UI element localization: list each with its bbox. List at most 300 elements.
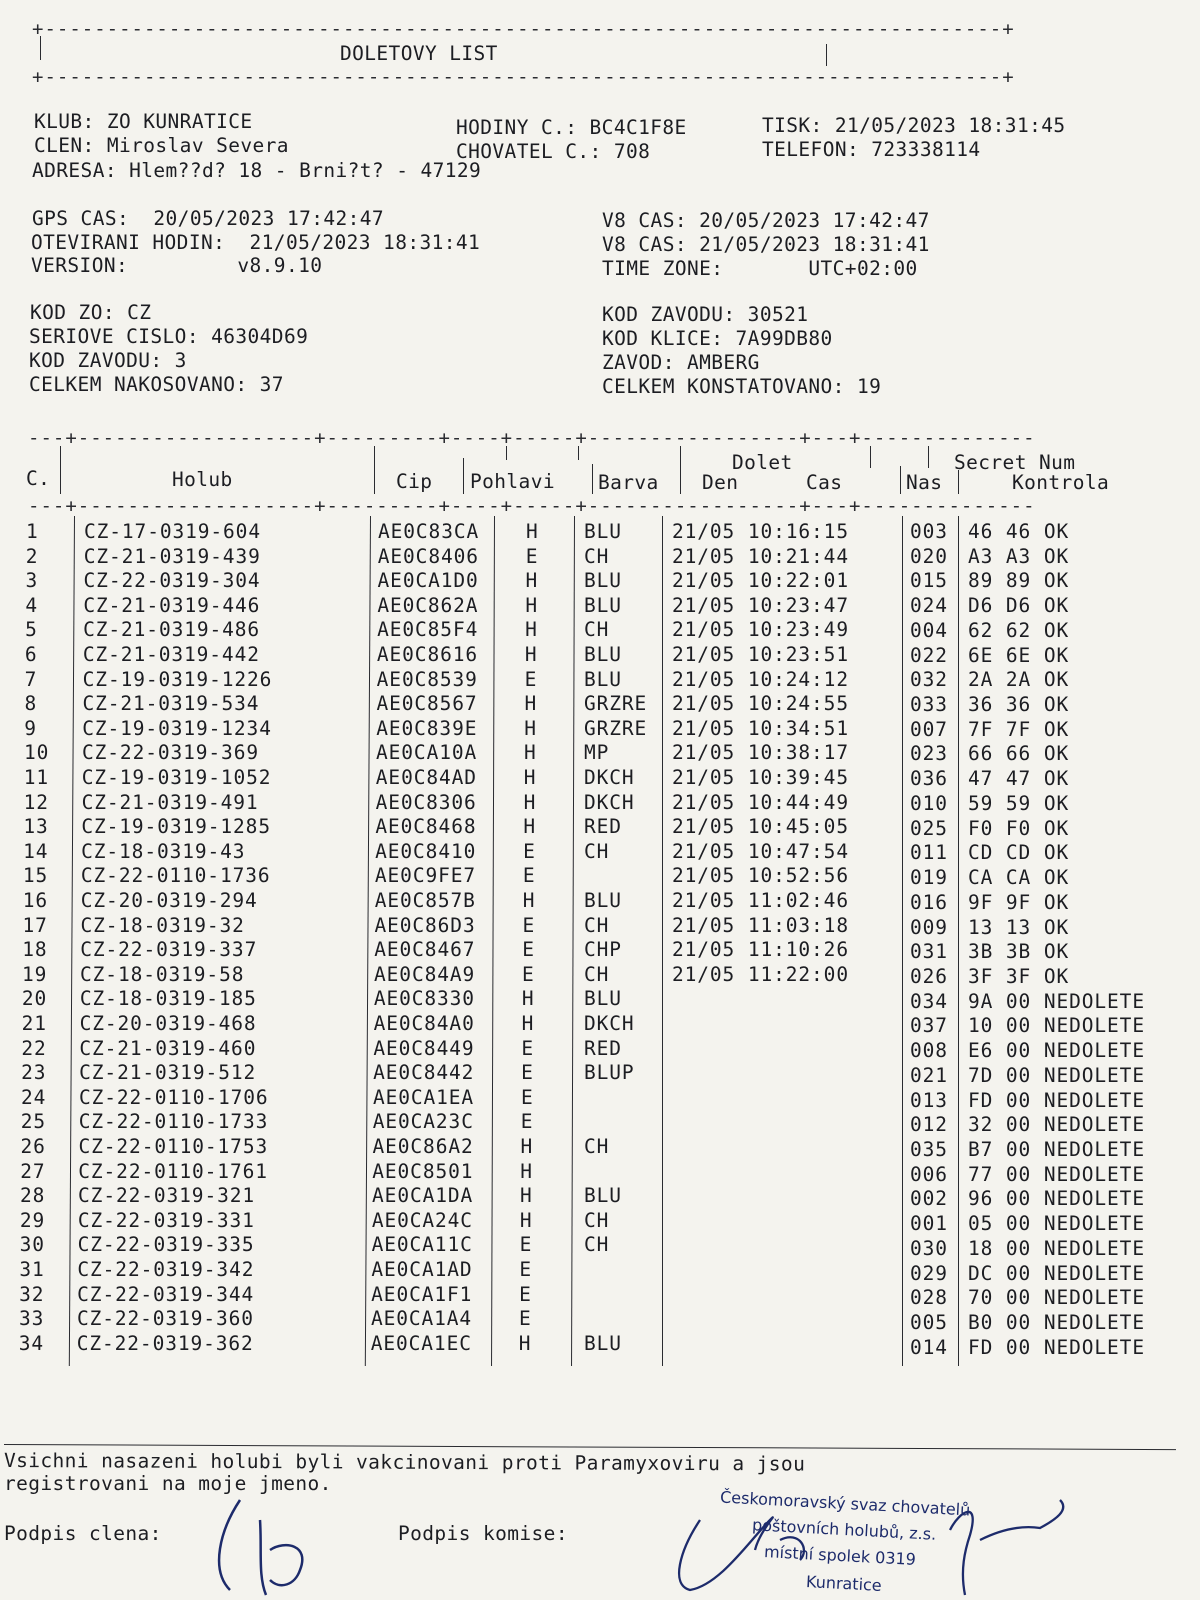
pohlavi-cell: H	[525, 569, 539, 593]
header-separator	[463, 458, 464, 494]
holub-cell: CZ-18-0319-43	[81, 839, 246, 863]
kontrola-cell: 7F 7F OK	[968, 717, 1070, 741]
dolet-cell: 21/05 11:10:26	[672, 938, 849, 962]
pohlavi-cell: H	[525, 593, 538, 617]
holub-cell: CZ-21-0319-442	[82, 643, 260, 666]
cip-cell: AE0C8442	[373, 1061, 475, 1085]
title-border-bottom: +-----------------------------------------------------------------------------+	[32, 66, 1015, 88]
holub-cell: CZ-22-0319-360	[76, 1307, 254, 1331]
row-number: 32	[19, 1282, 45, 1306]
cip-cell: AE0C84A9	[374, 962, 476, 986]
barva-cell: CH	[584, 962, 610, 986]
pohlavi-cell: E	[522, 938, 535, 962]
declaration-line-2: registrovani na moje jmeno.	[4, 1472, 332, 1495]
barva-cell: CH	[584, 839, 610, 863]
holub-cell: CZ-22-0110-1753	[78, 1135, 269, 1158]
header-barva: Barva	[598, 471, 659, 494]
column-line-c	[69, 516, 75, 1366]
row-number: 18	[22, 938, 48, 962]
nas-cell: 036	[910, 767, 948, 791]
cip-cell: AE0C8306	[375, 790, 477, 814]
header-separator	[928, 446, 929, 468]
holub-cell: CZ-20-0319-468	[79, 1012, 257, 1035]
pohlavi-cell: H	[519, 1208, 533, 1232]
title-border-top: +-----------------------------------------------------------------------------+	[32, 18, 1015, 40]
row-number: 17	[22, 913, 48, 937]
barva-cell: BLU	[584, 1331, 622, 1355]
barva-cell: RED	[584, 1036, 622, 1060]
nas-cell: 019	[910, 866, 948, 890]
pohlavi-cell: H	[520, 1135, 534, 1158]
stamp-line-2: poštovních holubů, z.s.	[751, 1515, 937, 1544]
holub-cell: CZ-18-0319-32	[80, 913, 245, 937]
kontrola-cell: B7 00 NEDOLETE	[968, 1138, 1145, 1161]
pohlavi-cell: H	[524, 716, 537, 740]
nas-cell: 021	[910, 1063, 948, 1087]
header-den: Den	[702, 471, 739, 494]
nas-cell: 005	[910, 1311, 948, 1335]
header-kontrola: Kontrola	[1012, 471, 1110, 494]
kontrola-cell: 62 62 OK	[968, 618, 1070, 642]
row-number: 3	[25, 569, 39, 593]
pohlavi-cell: E	[522, 913, 536, 937]
nas-cell: 013	[910, 1088, 948, 1112]
pohlavi-cell: H	[524, 741, 537, 765]
dolet-cell: 21/05 11:22:00	[672, 962, 849, 986]
dolet-cell: 21/05 10:22:01	[672, 569, 849, 593]
nas-cell: 020	[910, 544, 948, 568]
row-number: 1	[26, 520, 39, 543]
dolet-cell: 21/05 10:23:47	[672, 593, 849, 617]
kontrola-cell: 46 46 OK	[968, 520, 1070, 543]
kontrola-cell: F0 F0 OK	[968, 816, 1070, 840]
barva-cell: DKCH	[584, 766, 635, 789]
kontrola-cell: FD 00 NEDOLETE	[968, 1088, 1145, 1112]
pohlavi-cell: H	[520, 1159, 533, 1183]
dolet-cell: 21/05 10:16:15	[672, 520, 849, 543]
version: VERSION: v8.9.10	[31, 254, 323, 277]
barva-cell: BLU	[584, 889, 622, 912]
seriove-cislo: SERIOVE CISLO: 46304D69	[29, 325, 309, 348]
stamp-line-4: Kunratice	[805, 1572, 883, 1595]
pohlavi-cell: E	[519, 1282, 532, 1306]
cip-cell: AE0CA1A4	[370, 1307, 473, 1331]
v8-cas-2: V8 CAS: 21/05/2023 18:31:41	[602, 233, 930, 256]
barva-cell: CHP	[584, 938, 622, 962]
kontrola-cell: 6E 6E OK	[968, 643, 1070, 667]
cip-cell: AE0C9FE7	[374, 864, 477, 888]
cip-cell: AE0C83CA	[378, 520, 480, 543]
dolet-cell: 21/05 10:39:45	[672, 766, 849, 789]
holub-cell: CZ-21-0319-439	[83, 544, 261, 568]
cip-cell: AE0C857B	[374, 889, 476, 912]
holub-cell: CZ-18-0319-185	[79, 987, 257, 1011]
column-line-cip	[491, 516, 495, 1366]
row-number: 8	[24, 692, 38, 716]
holub-cell: CZ-22-0319-362	[76, 1331, 254, 1355]
row-number: 13	[23, 815, 49, 839]
cip-cell: AE0C8567	[376, 692, 478, 716]
kontrola-cell: 89 89 OK	[968, 569, 1070, 593]
pohlavi-cell: E	[520, 1110, 534, 1134]
nas-cell: 035	[910, 1138, 948, 1161]
pohlavi-cell: H	[524, 643, 538, 666]
kontrola-cell: 10 00 NEDOLETE	[968, 1014, 1145, 1038]
nas-cell: 033	[910, 693, 948, 717]
dolet-cell: 21/05 10:24:55	[672, 692, 849, 716]
kontrola-cell: 59 59 OK	[968, 791, 1070, 815]
header-separator	[680, 446, 681, 494]
pohlavi-cell: E	[519, 1233, 533, 1257]
kod-zavodu-left: KOD ZAVODU: 3	[29, 349, 187, 372]
barva-cell: RED	[584, 815, 622, 839]
barva-cell: CH	[584, 618, 610, 642]
dolet-cell: 21/05 10:23:49	[672, 618, 849, 642]
cip-cell: AE0C8468	[375, 815, 477, 839]
cip-cell: AE0CA1AD	[371, 1258, 473, 1281]
row-number: 27	[20, 1159, 46, 1183]
column-line-barva	[662, 516, 663, 1366]
cip-cell: AE0C84AD	[375, 766, 477, 789]
cip-cell: AE0CA1D0	[377, 569, 479, 593]
row-number: 16	[22, 889, 48, 912]
cip-cell: AE0CA24C	[371, 1208, 473, 1232]
row-number: 23	[21, 1061, 47, 1085]
pohlavi-cell: H	[520, 1184, 533, 1208]
cip-cell: AE0CA11C	[371, 1233, 473, 1257]
kod-zavodu-right: KOD ZAVODU: 30521	[602, 303, 809, 326]
holub-cell: CZ-22-0319-304	[83, 569, 261, 593]
nas-cell: 032	[910, 668, 948, 692]
barva-cell: BLU	[584, 987, 622, 1011]
barva-cell: GRZRE	[584, 692, 648, 716]
kontrola-cell: 47 47 OK	[968, 767, 1070, 791]
header-separator	[374, 446, 375, 494]
kontrola-cell: 70 00 NEDOLETE	[968, 1286, 1145, 1310]
pohlavi-cell: E	[520, 1085, 534, 1109]
adresa: ADRESA: Hlem??d? 18 - Brni?t? - 47129	[32, 159, 482, 182]
pohlavi-cell: H	[523, 815, 536, 839]
barva-cell: BLU	[584, 667, 622, 691]
nas-cell: 011	[910, 841, 948, 865]
barva-cell: BLU	[584, 520, 622, 543]
barva-cell: CH	[584, 1233, 610, 1257]
title-border-right	[826, 44, 827, 66]
nas-cell: 034	[910, 989, 948, 1013]
time-zone: TIME ZONE: UTC+02:00	[602, 257, 918, 280]
nas-cell: 025	[910, 816, 948, 840]
header-separator	[958, 470, 959, 494]
row-number: 28	[20, 1184, 46, 1208]
row-number: 25	[20, 1110, 46, 1134]
dolet-cell: 21/05 11:02:46	[672, 889, 849, 912]
cip-cell: AE0C8501	[372, 1159, 474, 1183]
row-number: 10	[24, 741, 50, 765]
header-cip: Cip	[396, 470, 433, 493]
header-separator	[578, 446, 579, 460]
row-number: 12	[23, 790, 49, 814]
holub-cell: CZ-17-0319-604	[84, 520, 261, 543]
nas-cell: 006	[910, 1162, 948, 1186]
table-header-border-bottom: ---+-------------------+---------+----+-----+-----------------+---+--------------	[28, 495, 1036, 517]
row-number: 9	[24, 716, 37, 740]
pohlavi-cell: H	[521, 987, 535, 1011]
header-secret-num: Secret Num	[954, 451, 1076, 474]
kontrola-cell: 96 00 NEDOLETE	[968, 1187, 1145, 1211]
holub-cell: CZ-22-0110-1736	[80, 864, 271, 888]
row-number: 26	[20, 1135, 46, 1158]
kontrola-cell: CA CA OK	[968, 866, 1070, 890]
kontrola-cell: E6 00 NEDOLETE	[968, 1039, 1145, 1063]
holub-cell: CZ-21-0319-512	[79, 1061, 257, 1085]
barva-cell: BLU	[584, 593, 622, 617]
holub-cell: CZ-21-0319-460	[79, 1036, 257, 1060]
dolet-cell: 21/05 10:47:54	[672, 839, 849, 863]
pohlavi-cell: E	[525, 544, 539, 568]
nas-cell: 037	[910, 1014, 948, 1038]
row-number: 14	[23, 839, 49, 863]
pohlavi-cell: H	[524, 692, 538, 716]
pohlavi-cell: H	[525, 618, 538, 642]
nas-cell: 004	[910, 618, 948, 642]
kontrola-cell: 13 13 OK	[968, 915, 1070, 939]
holub-cell: CZ-22-0110-1761	[78, 1159, 268, 1183]
row-number: 20	[21, 987, 48, 1011]
holub-cell: CZ-19-0319-1234	[82, 716, 272, 740]
cip-cell: AE0CA1DA	[372, 1184, 474, 1208]
celkem-konstatovano: CELKEM KONSTATOVANO: 19	[602, 375, 882, 398]
cip-cell: AE0C862A	[377, 593, 479, 617]
pohlavi-cell: E	[521, 1061, 534, 1085]
gps-cas: GPS CAS: 20/05/2023 17:42:47	[32, 207, 385, 230]
row-number: 29	[19, 1208, 46, 1232]
pohlavi-cell: E	[522, 962, 535, 986]
podpis-clena-label: Podpis clena:	[4, 1522, 162, 1545]
member-signature	[200, 1490, 340, 1600]
barva-cell: BLUP	[584, 1061, 635, 1085]
row-number: 30	[19, 1233, 45, 1257]
nas-cell: 022	[910, 643, 948, 667]
holub-cell: CZ-21-0319-486	[83, 618, 261, 642]
podpis-komise-label: Podpis komise:	[398, 1522, 568, 1545]
cip-cell: AE0CA1EC	[370, 1331, 472, 1355]
stamp-line-3: místní spolek 0319	[763, 1542, 917, 1569]
v8-cas-1: V8 CAS: 20/05/2023 17:42:47	[602, 209, 930, 232]
nas-cell: 012	[910, 1113, 948, 1137]
header-dolet: Dolet	[732, 451, 793, 474]
holub-cell: CZ-22-0319-331	[77, 1208, 255, 1232]
kontrola-cell: FD 00 NEDOLETE	[968, 1335, 1145, 1359]
holub-cell: CZ-19-0319-1052	[81, 766, 272, 789]
nas-cell: 026	[910, 964, 948, 988]
pohlavi-cell: H	[518, 1331, 532, 1355]
row-number: 31	[19, 1258, 45, 1281]
cip-cell: AE0C839E	[376, 716, 478, 740]
pohlavi-cell: H	[523, 790, 537, 814]
header-separator	[592, 464, 593, 494]
nas-cell: 003	[910, 520, 948, 543]
pohlavi-cell: H	[526, 520, 539, 543]
cip-cell: AE0C85F4	[377, 618, 479, 642]
kontrola-cell: 77 00 NEDOLETE	[968, 1162, 1145, 1186]
pohlavi-cell: E	[523, 839, 536, 863]
kontrola-cell: 05 00 NEDOLETE	[968, 1212, 1145, 1236]
barva-cell: CH	[584, 1208, 610, 1232]
nas-cell: 014	[910, 1335, 948, 1359]
nas-cell: 024	[910, 594, 948, 618]
nas-cell: 015	[910, 569, 948, 593]
barva-cell: BLU	[584, 643, 622, 666]
kontrola-cell: 32 00 NEDOLETE	[968, 1113, 1145, 1137]
barva-cell: CH	[584, 544, 610, 568]
pohlavi-cell: H	[522, 889, 536, 912]
pohlavi-cell: E	[524, 667, 538, 691]
nas-cell: 031	[910, 940, 948, 964]
cip-cell: AE0C8406	[377, 544, 479, 568]
telefon: TELEFON: 723338114	[762, 138, 981, 161]
cip-cell: AE0C8330	[373, 987, 475, 1011]
barva-cell: MP	[584, 741, 610, 765]
row-number: 7	[24, 667, 38, 691]
kontrola-cell: 36 36 OK	[968, 693, 1070, 717]
row-number: 22	[21, 1036, 47, 1060]
document-title: DOLETOVY LIST	[340, 42, 498, 65]
cip-cell: AE0C8410	[375, 839, 477, 863]
chovatel: CHOVATEL C.: 708	[456, 140, 651, 163]
nas-cell: 002	[910, 1187, 948, 1211]
kontrola-cell: 3F 3F OK	[968, 964, 1070, 988]
row-number: 24	[20, 1085, 47, 1109]
kontrola-cell: 7D 00 NEDOLETE	[968, 1063, 1145, 1087]
barva-cell: BLU	[584, 1184, 622, 1208]
cip-cell: AE0CA23C	[372, 1110, 474, 1134]
header-separator	[900, 466, 901, 494]
holub-cell: CZ-22-0319-321	[78, 1184, 256, 1208]
nas-cell: 029	[910, 1261, 948, 1285]
nas-cell: 009	[910, 915, 948, 939]
nas-cell: 016	[910, 890, 948, 914]
cip-cell: AE0CA1EA	[372, 1085, 475, 1109]
holub-cell: CZ-22-0319-335	[77, 1233, 255, 1257]
pohlavi-cell: E	[519, 1258, 533, 1281]
column-line-dolet	[902, 516, 903, 1366]
kontrola-cell: 9F 9F OK	[968, 890, 1070, 914]
cip-cell: AE0C86D3	[374, 913, 476, 937]
kontrola-cell: CD CD OK	[968, 841, 1070, 865]
klub: KLUB: ZO KUNRATICE	[34, 110, 253, 133]
holub-cell: CZ-20-0319-294	[80, 889, 258, 912]
barva-cell: CH	[584, 1135, 610, 1158]
pohlavi-cell: E	[518, 1307, 532, 1331]
holub-cell: CZ-22-0110-1706	[78, 1085, 269, 1109]
row-number: 19	[22, 962, 48, 986]
nas-cell: 030	[910, 1236, 948, 1260]
dolet-cell: 21/05 11:03:18	[672, 913, 849, 937]
dolet-cell: 21/05 10:24:12	[672, 667, 849, 691]
table-header-border-top: ---+-------------------+---------+----+-----+-----------------+---+--------------	[28, 427, 1036, 449]
header-holub: Holub	[172, 468, 233, 491]
pohlavi-cell: H	[523, 766, 537, 789]
holub-cell: CZ-22-0319-369	[82, 741, 259, 765]
row-number: 6	[24, 643, 38, 666]
row-number: 11	[23, 766, 50, 789]
row-number: 21	[21, 1012, 47, 1035]
header-separator	[60, 446, 61, 494]
header-separator	[870, 446, 871, 468]
barva-cell: DKCH	[584, 1012, 635, 1035]
zavod: ZAVOD: AMBERG	[602, 351, 760, 374]
dolet-cell: 21/05 10:44:49	[672, 790, 849, 814]
cip-cell: AE0C8539	[376, 667, 478, 691]
nas-cell: 001	[910, 1212, 948, 1236]
holub-cell: CZ-21-0319-446	[83, 593, 261, 617]
cip-cell: AE0C8449	[373, 1036, 475, 1060]
pohlavi-cell: E	[521, 1036, 535, 1060]
oteviranie-hodin: OTEVIRANI HODIN: 21/05/2023 18:31:41	[31, 231, 481, 254]
holub-cell: CZ-19-0319-1285	[81, 815, 271, 839]
row-number: 2	[25, 544, 39, 568]
kontrola-cell: 9A 00 NEDOLETE	[968, 989, 1145, 1013]
header-separator	[506, 446, 507, 460]
kontrola-cell: 66 66 OK	[968, 742, 1070, 766]
barva-cell: GRZRE	[584, 716, 648, 740]
cip-cell: AE0CA10A	[376, 741, 478, 765]
cip-cell: AE0CA1F1	[371, 1282, 473, 1306]
nas-cell: 010	[910, 791, 948, 815]
dolet-cell: 21/05 10:34:51	[672, 716, 849, 740]
kontrola-cell: 3B 3B OK	[968, 940, 1070, 964]
kod-zo: KOD ZO: CZ	[30, 301, 152, 324]
dolet-cell: 21/05 10:52:56	[672, 864, 849, 888]
holub-cell: CZ-22-0319-337	[80, 938, 258, 962]
cip-cell: AE0C8616	[376, 643, 479, 666]
commission-signature	[660, 1490, 1120, 1600]
title-border-left	[40, 36, 41, 60]
header-nas: Nas	[906, 471, 943, 494]
row-number: 15	[22, 864, 49, 888]
cip-cell: AE0C86A2	[372, 1135, 474, 1158]
dolet-cell: 21/05 10:38:17	[672, 741, 849, 765]
pohlavi-cell: H	[521, 1012, 535, 1035]
dolet-cell: 21/05 10:23:51	[672, 643, 849, 666]
clen: CLEN: Miroslav Severa	[34, 134, 289, 157]
holub-cell: CZ-19-0319-1226	[82, 667, 273, 691]
nas-cell: 008	[910, 1039, 948, 1063]
dolet-cell: 21/05 10:21:44	[672, 544, 849, 568]
nas-cell: 023	[910, 742, 948, 766]
dolet-cell: 21/05 10:45:05	[672, 815, 849, 839]
header-cas: Cas	[806, 471, 843, 494]
cip-cell: AE0C84A0	[373, 1012, 475, 1035]
holub-cell: CZ-18-0319-58	[80, 962, 245, 986]
declaration-line-1: Vsichni nasazeni holubi byli vakcinovani proti Paramyxoviru a jsou	[3, 1449, 806, 1476]
row-number: 5	[25, 618, 38, 642]
nas-cell: 007	[910, 717, 948, 741]
barva-cell: DKCH	[584, 790, 635, 814]
row-number: 4	[25, 593, 38, 617]
header-c: C.	[26, 467, 51, 490]
stamp-line-1: Českomoravský svaz chovatelů	[719, 1487, 971, 1520]
holub-cell: CZ-22-0319-342	[77, 1258, 255, 1281]
hodiny: HODINY C.: BC4C1F8E	[456, 116, 687, 139]
holub-cell: CZ-22-0110-1733	[78, 1110, 269, 1134]
column-line-nas	[958, 516, 959, 1366]
kontrola-cell: B0 00 NEDOLETE	[968, 1311, 1145, 1335]
pohlavi-cell: E	[522, 864, 536, 888]
column-line-holub	[365, 516, 371, 1366]
kontrola-cell: 2A 2A OK	[968, 668, 1070, 692]
nas-cell: 028	[910, 1286, 948, 1310]
